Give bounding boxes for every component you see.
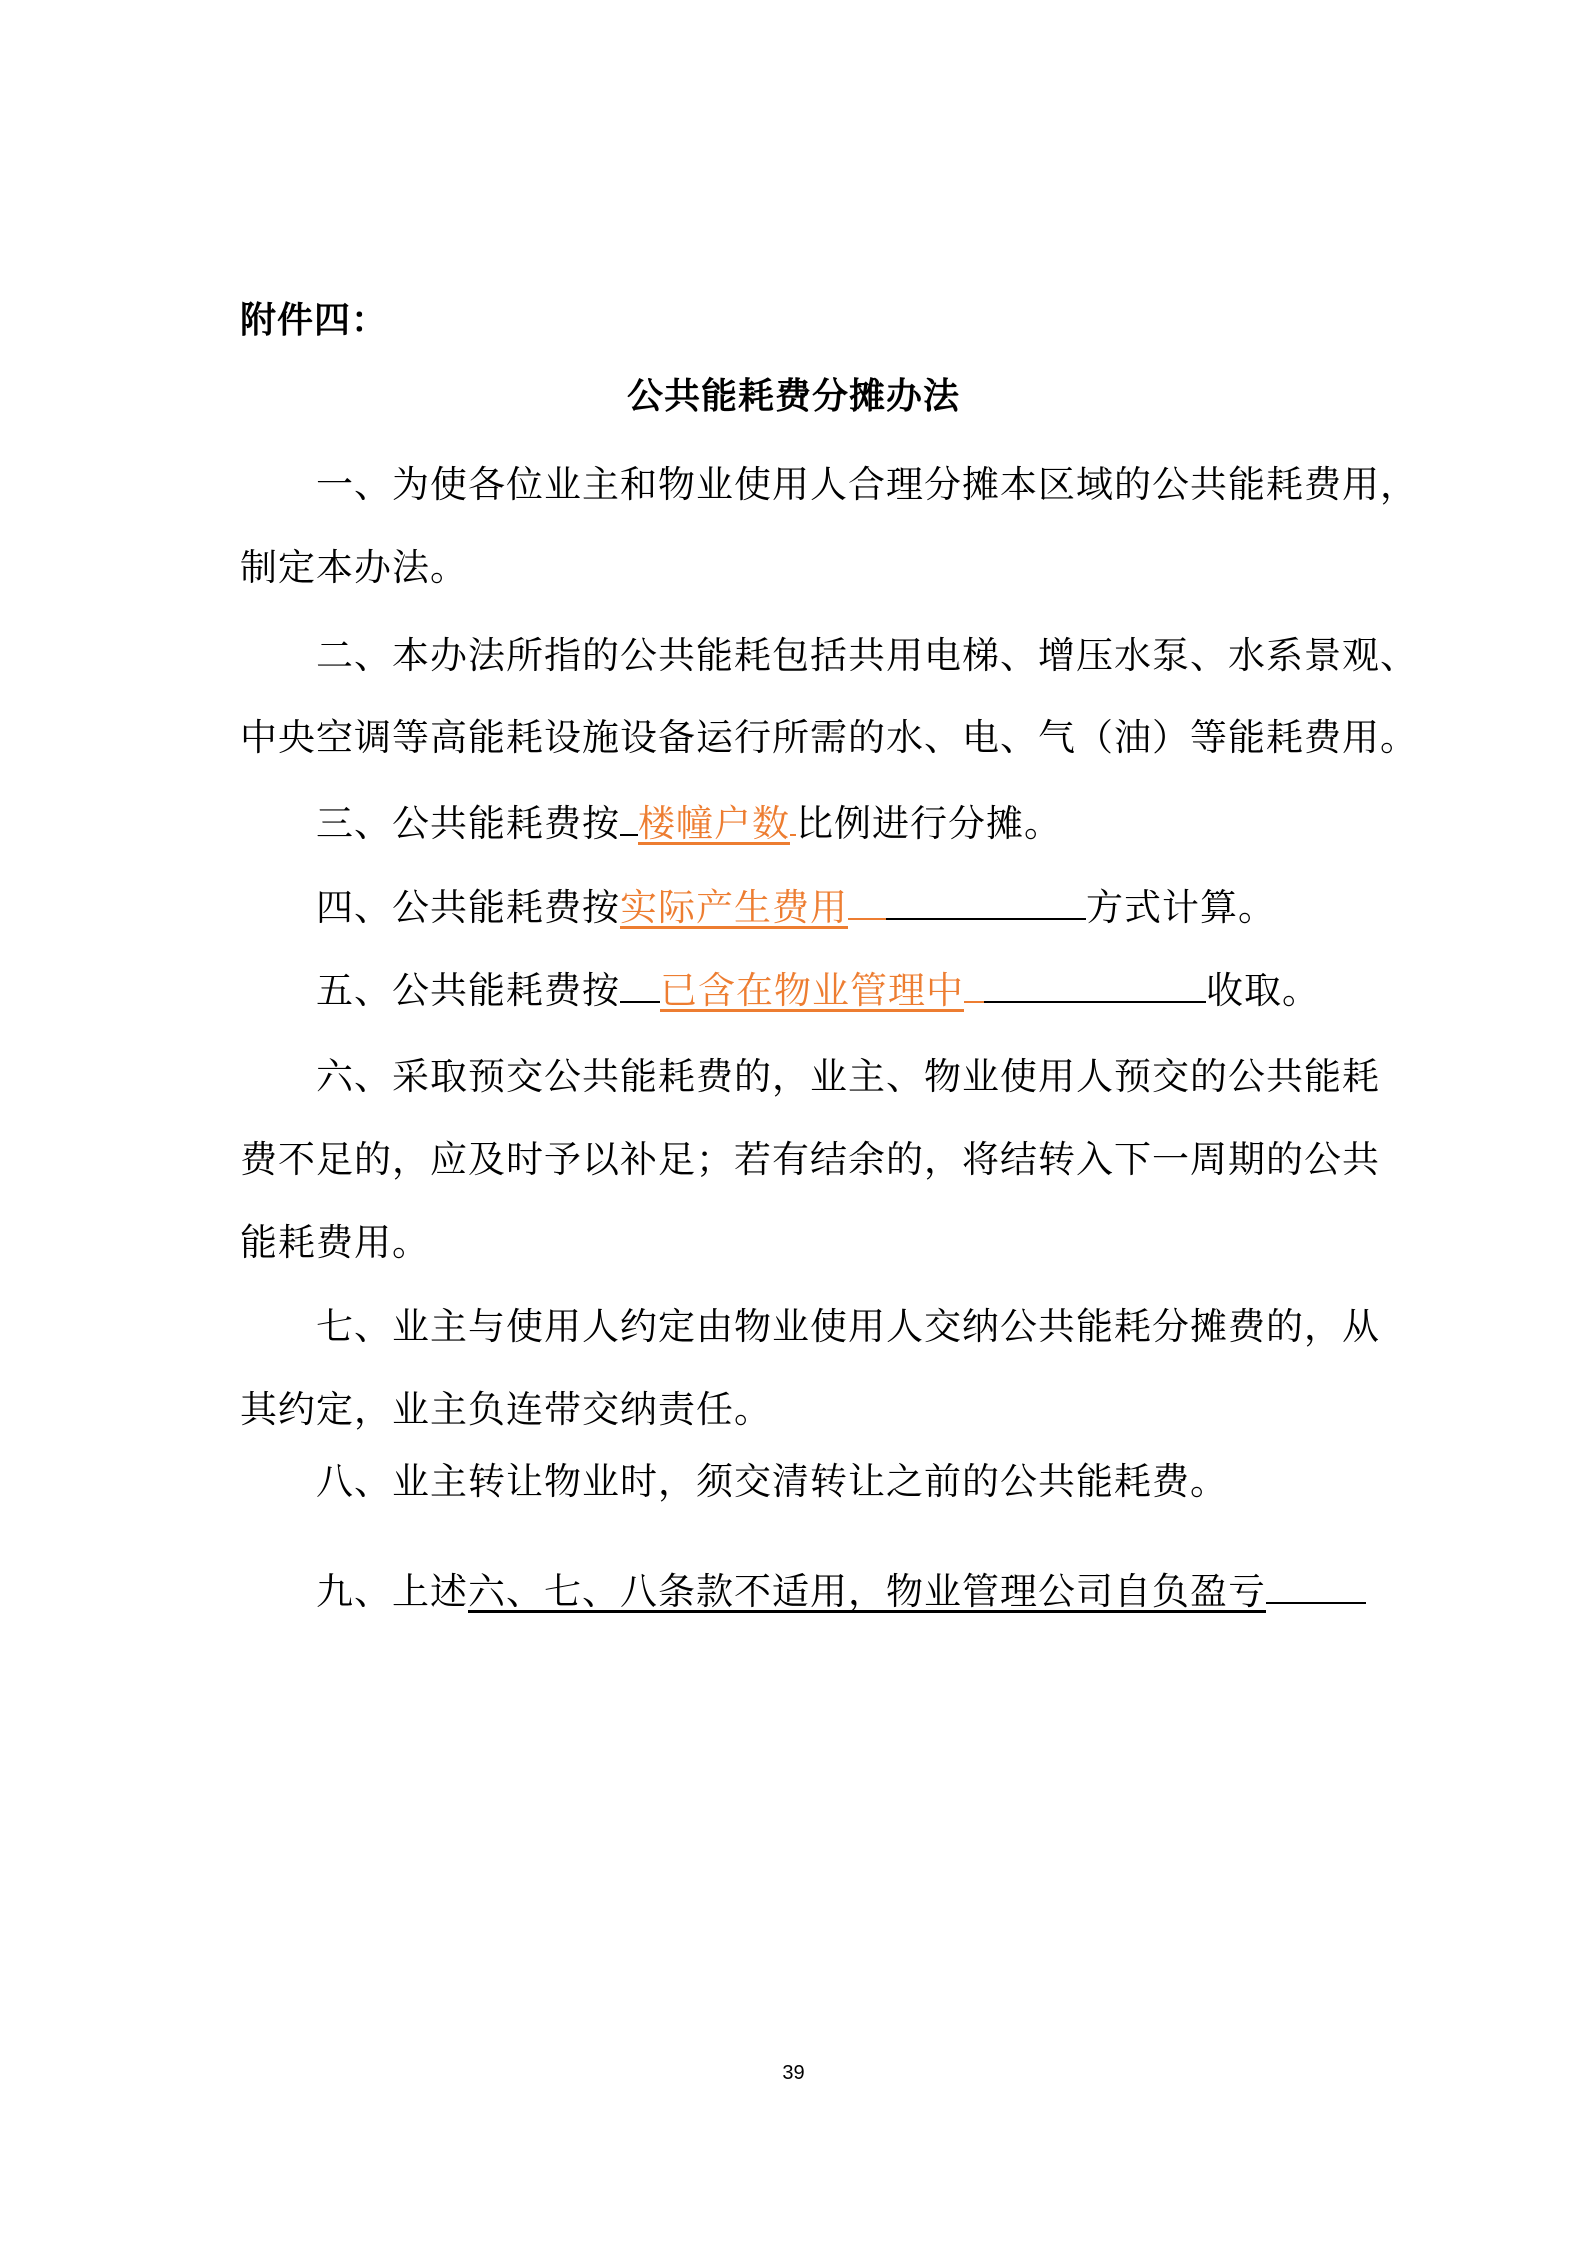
clause-5-orange-blank — [964, 1001, 984, 1003]
document-title: 公共能耗费分摊办法 — [626, 376, 960, 417]
clause-4-prefix: 四、公共能耗费按 — [316, 886, 620, 929]
clause-4-fill-value: 实际产生费用 — [620, 886, 848, 929]
clause-4-blank — [886, 918, 1086, 920]
clause-9-blank — [1266, 1602, 1366, 1604]
attachment-label: 附件四： — [240, 300, 389, 341]
clause-5-prefix: 五、公共能耗费按 — [316, 969, 620, 1012]
clause-4-suffix: 方式计算。 — [1086, 886, 1276, 929]
clause-5 — [316, 966, 1320, 1016]
page-number: 39 — [782, 2062, 805, 2084]
clause-1-line-2: 制定本办法。 — [240, 546, 468, 589]
clause-9-prefix: 九、上述 — [316, 1570, 468, 1613]
clause-3-lead-blank — [620, 834, 638, 836]
clause-3-prefix: 三、公共能耗费按 — [316, 802, 620, 845]
clause-5-fill-value: 已含在物业管理中 — [660, 969, 964, 1012]
clause-6-line-3: 能耗费用。 — [240, 1221, 430, 1264]
clause-9-fill-value: 六、七、八条款不适用，物业管理公司自负盈亏 — [468, 1570, 1266, 1613]
clause-2-line-1: 二、本办法所指的公共能耗包括共用电梯、增压水泵、水系景观、 — [316, 634, 1418, 677]
clause-5-lead-blank — [620, 1001, 660, 1003]
clause-3-suffix: 比例进行分摊。 — [796, 802, 1062, 845]
clause-2-line-2: 中央空调等高能耗设施设备运行所需的水、电、气（油）等能耗费用。 — [240, 716, 1418, 759]
clause-6-line-1: 六、采取预交公共能耗费的，业主、物业使用人预交的公共能耗 — [316, 1055, 1380, 1098]
clause-6-line-2: 费不足的，应及时予以补足；若有结余的，将结转入下一周期的公共 — [240, 1138, 1380, 1181]
clause-9 — [316, 1567, 1366, 1617]
clause-4 — [316, 883, 1276, 933]
clause-7-line-2: 其约定，业主负连带交纳责任。 — [240, 1388, 772, 1431]
clause-7-line-1: 七、业主与使用人约定由物业使用人交纳公共能耗分摊费的，从 — [316, 1305, 1380, 1348]
clause-5-blank — [984, 1001, 1206, 1003]
clause-4-orange-blank — [848, 918, 886, 920]
clause-3 — [316, 799, 1062, 849]
clause-5-suffix: 收取。 — [1206, 969, 1320, 1012]
clause-3-fill-value: 楼幢户数 — [638, 802, 790, 845]
clause-1-line-1: 一、为使各位业主和物业使用人合理分摊本区域的公共能耗费用， — [316, 463, 1418, 506]
clause-8: 八、业主转让物业时，须交清转让之前的公共能耗费。 — [316, 1460, 1228, 1503]
